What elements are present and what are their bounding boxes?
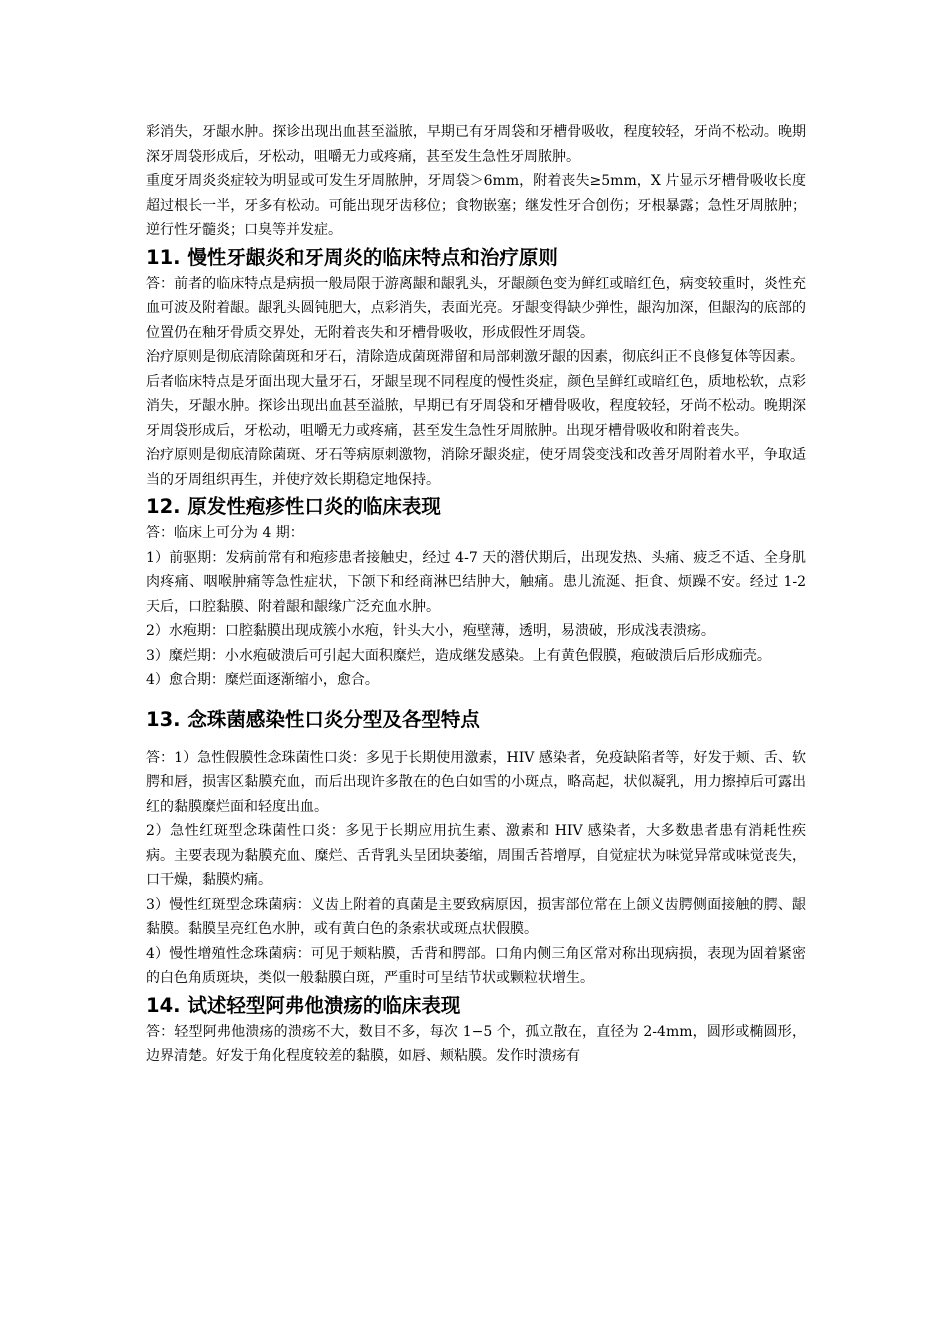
continuation-paragraph: 彩消失，牙龈水肿。探诊出现出血甚至溢脓，早期已有牙周袋和牙槽骨吸收，程度较轻，牙尚不松动。晚期深牙周袋形成后，牙松动，咀嚼无力或疼痛，甚至发生急性牙周脓肿。 xyxy=(146,124,806,165)
paragraph: 3）糜烂期：小水疱破溃后可引起大面积糜烂，造成继发感染。上有黄色假膜，疱破溃后后形成痂壳。 xyxy=(146,647,771,664)
paragraph: 1）前驱期：发病前常有和疱疹患者接触史，经过 4-7 天的潜伏期后，出现发热、头痛、疲乏不适、全身肌肉疼痛、咽喉肿痛等急性症状，下颌下和经商淋巴结肿大，触痛。患儿流涎、拒食、烦躁不安。经过 1-2 天后，口腔黏膜、附着龈和龈缘广泛充血水肿。 xyxy=(146,549,806,615)
section-heading: 14. 试述轻型阿弗他溃疡的临床表现 xyxy=(146,993,461,1017)
paragraph: 2）水疱期：口腔黏膜出现成簇小水疱，针头大小，疱壁薄，透明，易溃破，形成浅表溃疡。 xyxy=(146,623,715,639)
paragraph: 4）慢性增殖性念珠菌病：可见于颊粘膜，舌背和腭部。口角内侧三角区常对称出现病损，表现为固着紧密的白色角质斑块，类似一般黏膜白斑，严重时可呈结节状或颗粒状增生。 xyxy=(146,945,806,986)
paragraph: 4）愈合期：糜烂面逐渐缩小，愈合。 xyxy=(146,672,379,688)
paragraph: 答：前者的临床特点是病损一般局限于游离龈和龈乳头，牙龈颜色变为鲜红或暗红色，病变较重时，炎性充血可波及附着龈。龈乳头圆钝肥大，点彩消失，表面光亮。牙龈变得缺少弹性，龈沟加深，但龈沟的底部的位置仍在釉牙骨质交界处，无附着丧失和牙槽骨吸收，形成假性牙周袋。 xyxy=(146,275,806,341)
paragraph: 答：临床上可分为 4 期： xyxy=(146,525,304,541)
continuation-paragraph: 重度牙周炎炎症较为明显或可发生牙周脓肿，牙周袋＞6mm，附着丧失≥5mm，X 片显示牙槽骨吸收长度超过根长一半，牙多有松动。可能出现牙齿移位；食物嵌塞；继发性牙合创伤；牙根暴露；急性牙周脓肿；逆行性牙髓炎；口臭等并发症。 xyxy=(146,173,806,238)
paragraph: 治疗原则是彻底清除菌斑、牙石等病原刺激物，消除牙龈炎症，使牙周袋变浅和改善牙周附着水平，争取适当的牙周组织再生，并使疗效长期稳定地保持。 xyxy=(146,447,806,488)
paragraph: 3）慢性红斑型念珠菌病：义齿上附着的真菌是主要致病原因，损害部位常在上颌义齿腭侧面接触的腭、龈黏膜。黏膜呈亮红色水肿，或有黄白色的条索状或斑点状假膜。 xyxy=(146,896,806,937)
paragraph: 后者临床特点是牙面出现大量牙石，牙龈呈现不同程度的慢性炎症，颜色呈鲜红或暗红色，质地松软，点彩消失，牙龈水肿。探诊出现出血甚至溢脓，早期已有牙周袋和牙槽骨吸收，程度较轻，牙尚不松动。晚期深牙周袋形成后，牙松动，咀嚼无力或疼痛，甚至发生急性牙周脓肿。出现牙槽骨吸收和附着丧失。 xyxy=(146,373,806,439)
paragraph: 答：1）急性假膜性念珠菌性口炎：多见于长期使用激素，HIV 感染者，免疫缺陷者等，好发于颊、舌、软腭和唇，损害区黏膜充血，而后出现许多散在的色白如雪的小斑点，略高起，状似凝乳，用力擦掉后可露出红的黏膜糜烂面和轻度出血。 xyxy=(146,749,806,815)
paragraph: 2）急性红斑型念珠菌性口炎：多见于长期应用抗生素、激素和 HIV 感染者，大多数患者患有消耗性疾病。主要表现为黏膜充血、糜烂、舌背乳头呈团块萎缩，周围舌苔增厚，自觉症状为味觉异常或味觉丧失，口干燥，黏膜灼痛。 xyxy=(146,823,806,888)
paragraph: 答：轻型阿弗他溃疡的溃疡不大，数目不多，每次 1−5 个，孤立散在，直径为 2-4mm，圆形或椭圆形，边界清楚。好发于角化程度较差的黏膜，如唇、颊粘膜。发作时溃疡有 xyxy=(146,1023,806,1064)
paragraph: 治疗原则是彻底清除菌斑和牙石，清除造成菌斑滞留和局部刺激牙龈的因素，彻底纠正不良修复体等因素。 xyxy=(146,349,804,365)
section-heading: 12. 原发性疱疹性口炎的临床表现 xyxy=(146,495,441,518)
section-heading: 13. 念珠菌感染性口炎分型及各型特点 xyxy=(146,707,480,731)
document-page xyxy=(146,120,806,1069)
section-heading: 11. 慢性牙龈炎和牙周炎的临床特点和治疗原则 xyxy=(146,245,558,269)
